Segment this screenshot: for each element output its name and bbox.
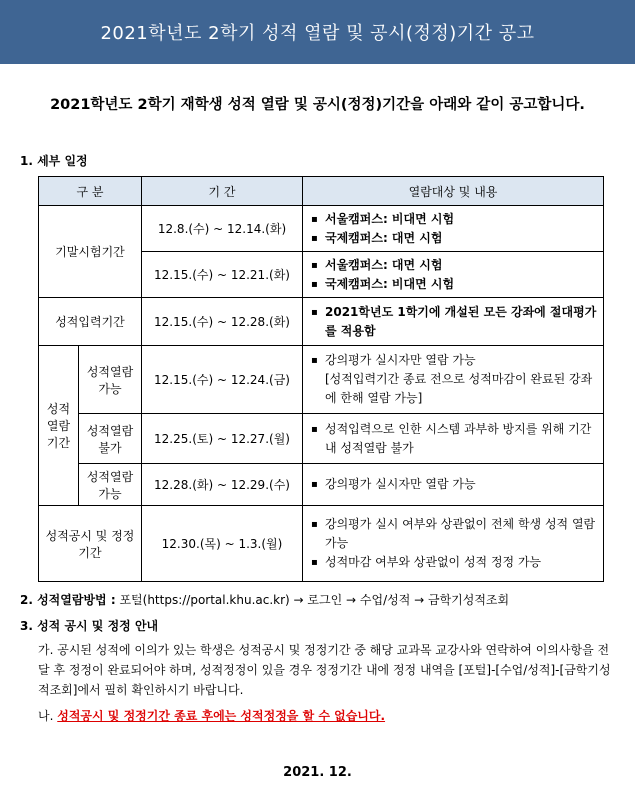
section-2-heading: 2. 성적열람방법 :: [20, 593, 116, 607]
list-item: ▪ 서울캠퍼스: 대면 시험: [311, 256, 597, 275]
schedule-table: [38, 176, 604, 582]
table-row: [39, 414, 604, 464]
viewing-period-2: 12.25.(토) ~ 12.27.(월): [142, 414, 303, 464]
final-exam-period-1: 12.8.(수) ~ 12.14.(화): [142, 206, 303, 252]
final-exam-label: 기말시험기간: [39, 206, 142, 298]
grade-input-period: 12.15.(수) ~ 12.28.(화): [142, 298, 303, 346]
intro-text: 2021학년도 2학기 재학생 성적 열람 및 공시(정정)기간을 아래와 같이 공고합니다.: [50, 97, 585, 113]
title-banner: [0, 0, 635, 64]
final-exam-content-2: [303, 252, 604, 298]
list-item: ▪ 성적입력으로 인한 시스템 과부하 방지를 위해 기간 내 성적열람 불가: [311, 420, 597, 458]
final-exam-period-2: 12.15.(수) ~ 12.21.(화): [142, 252, 303, 298]
section-3-item-ga: 가. 공시된 성적에 이의가 있는 학생은 성적공시 및 정정기간 중 해당 교과목 교강사와 연락하여 이의사항을 전달 후 정정이 완료되어야 하며, 성적정정이 있을 경우 정정기간 내에 정정 내역을 [포털]-[수업/성적]-[금학기성적조회]에서 필히 확인하시기 바랍니다.: [38, 643, 611, 697]
list-item: ▪ 서울캠퍼스: 비대면 시험: [311, 210, 597, 229]
viewing-period-label: 성적 열람 기간: [39, 346, 79, 506]
grade-input-content: [303, 298, 604, 346]
table-row: [39, 506, 604, 582]
viewing-content-1: [303, 346, 604, 414]
list-item: ▪ 강의평가 실시자만 열람 가능: [311, 475, 597, 494]
table-row: [39, 298, 604, 346]
notice-date: 2021. 12.: [283, 765, 352, 780]
grade-input-label: 성적입력기간: [39, 298, 142, 346]
section-2-text: 포털(https://portal.khu.ac.kr) → 로그인 → 수업/성적 → 금학기성적조회: [119, 593, 510, 607]
header-content: 열람대상 및 내용: [303, 177, 604, 206]
viewing-label-1: 성적열람 가능: [79, 346, 142, 414]
list-item: ▪ 국제캠퍼스: 비대면 시험: [311, 275, 597, 294]
disclosure-label: 성적공시 및 정정기간: [39, 506, 142, 582]
viewing-period-1: 12.15.(수) ~ 12.24.(금): [142, 346, 303, 414]
viewing-label-3: 성적열람 가능: [79, 464, 142, 506]
list-item: ▪ 국제캠퍼스: 대면 시험: [311, 229, 597, 248]
section-3-heading: 3. 성적 공시 및 정정 안내: [20, 619, 159, 633]
item-na-warning: 성적공시 및 정정기간 종료 후에는 성적정정을 할 수 없습니다.: [57, 709, 386, 723]
list-item: ▪ 강의평가 실시 여부와 상관없이 전체 학생 성적 열람 가능: [311, 515, 597, 553]
header-category: 구 분: [39, 177, 142, 206]
disclosure-content: [303, 506, 604, 582]
table-row: [39, 206, 604, 252]
page-title: 2021학년도 2학기 성적 열람 및 공시(정정)기간 공고: [100, 23, 535, 44]
section-1-heading: 1. 세부 일정: [20, 154, 88, 168]
header-period: 기 간: [142, 177, 303, 206]
viewing-period-3: 12.28.(화) ~ 12.29.(수): [142, 464, 303, 506]
list-item: ▪ 2021학년도 1학기에 개설된 모든 강좌에 절대평가를 적용함: [311, 303, 597, 341]
viewing-note: [성적입력기간 종료 전으로 성적마감이 완료된 강좌에 한해 열람 가능]: [325, 372, 593, 405]
list-item: ▪ 강의평가 실시자만 열람 가능: [311, 351, 597, 370]
disclosure-period: 12.30.(목) ~ 1.3.(월): [142, 506, 303, 582]
viewing-content-3: [303, 464, 604, 506]
table-row: [39, 464, 604, 506]
final-exam-content-1: [303, 206, 604, 252]
table-row: [39, 346, 604, 414]
item-na-prefix: 나.: [38, 709, 54, 723]
table-header-row: [39, 177, 604, 206]
section-2: [20, 591, 509, 608]
viewing-label-2: 성적열람 불가: [79, 414, 142, 464]
viewing-content-2: [303, 414, 604, 464]
list-item: ▪ 성적마감 여부와 상관없이 성적 정정 가능: [311, 553, 597, 572]
section-3-item-na: [38, 707, 385, 724]
